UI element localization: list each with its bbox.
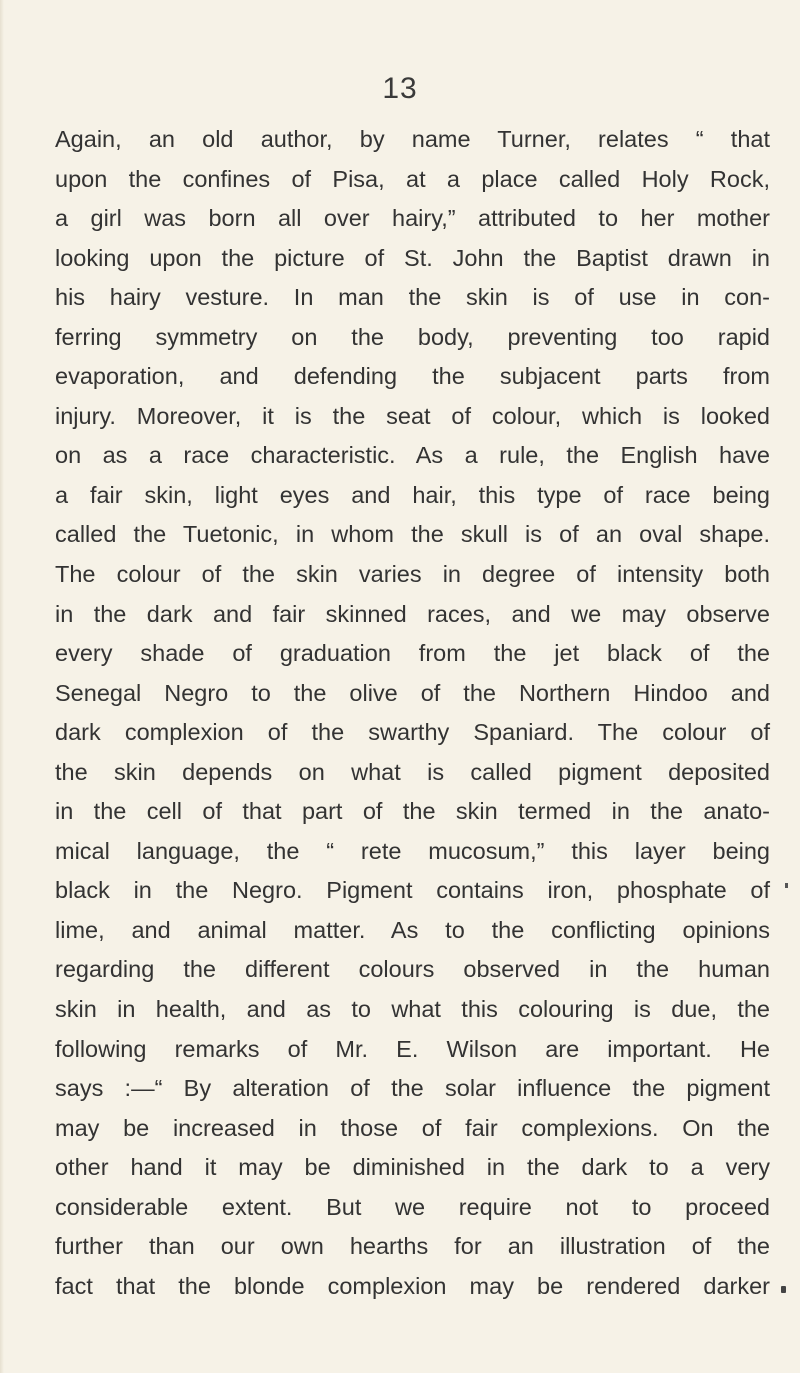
text-line: Senegal Negro to the olive of the Northern Hindoo and [55,679,770,706]
text-line: the skin depends on what is called pigment deposited [55,758,770,785]
text-line: may be increased in those of fair complexions. On the [55,1114,770,1141]
text-line: evaporation, and defending the subjacent parts from [55,363,770,390]
text-line: injury. Moreover, it is the seat of colour, which is looked [55,402,770,429]
text-line: further than our own hearths for an illustration of the [55,1233,770,1260]
text-line: mical language, the “ rete mucosum,” this layer being [55,837,770,864]
text-line: fact that the blonde complexion may be rendered darker [55,1272,770,1299]
text-line: dark complexion of the swarthy Spaniard. The colour of [55,719,770,746]
margin-speck [785,883,788,888]
text-line: looking upon the picture of St. John the Baptist drawn in [55,244,770,271]
text-line: regarding the different colours observed in the human [55,956,770,983]
text-line: a fair skin, light eyes and hair, this type of race being [55,481,770,508]
text-line: in the cell of that part of the skin termed in the anato- [55,798,770,825]
text-line: called the Tuetonic, in whom the skull is of an oval shape. [55,521,770,548]
text-line: Again, an old author, by name Turner, relates “ that [55,126,770,152]
text-line: ferring symmetry on the body, preventing too rapid [55,323,770,350]
text-line: upon the confines of Pisa, at a place called Holy Rock, [55,165,770,192]
text-line: lime, and animal matter. As to the conflicting opinions [55,916,770,943]
text-line: following remarks of Mr. E. Wilson are important. He [55,1035,770,1062]
text-line: says :—“ By alteration of the solar influence the pigment [55,1075,770,1102]
text-line: in the dark and fair skinned races, and we may observe [55,600,770,627]
text-line: every shade of graduation from the jet black of the [55,640,770,667]
text-line: considerable extent. But we require not to proceed [55,1193,770,1220]
page-number: 13 [382,72,418,105]
text-line: his hairy vesture. In man the skin is of use in con- [55,284,770,311]
text-line: skin in health, and as to what this colouring is due, the [55,996,770,1023]
text-line: on as a race characteristic. As a rule, the English have [55,442,770,469]
margin-mark [781,1286,786,1293]
text-line: black in the Negro. Pigment contains iron, phosphate of [55,877,770,904]
text-line: a girl was born all over hairy,” attributed to her mother [55,205,770,232]
page-edge-shadow [0,0,4,1373]
body-text [55,120,770,1306]
text-line: The colour of the skin varies in degree of intensity both [55,561,770,588]
text-line: other hand it may be diminished in the dark to a very [55,1154,770,1181]
